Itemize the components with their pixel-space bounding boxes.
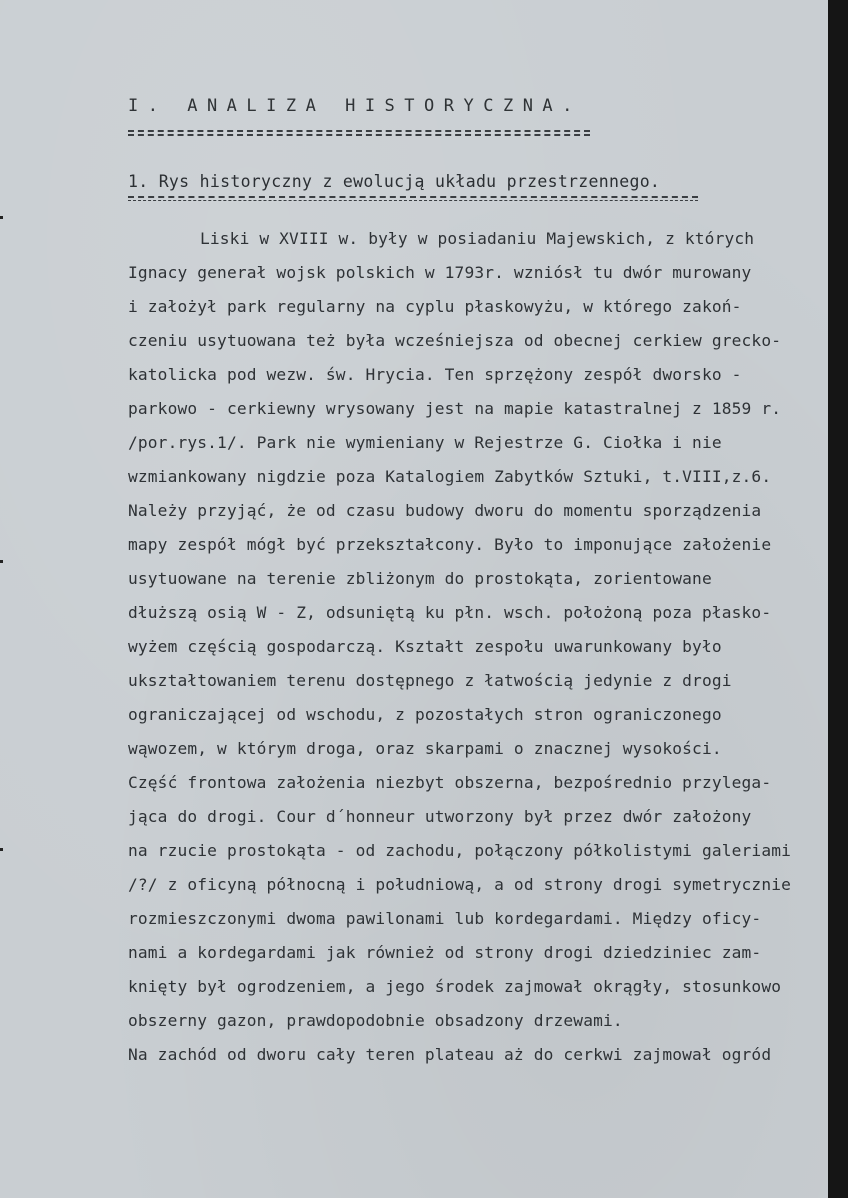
text-line: dłuższą osią W - Z, odsuniętą ku płn. wsch. położoną poza płasko-: [128, 603, 772, 622]
text-line: Ignacy generał wojsk polskich w 1793r. wzniósł tu dwór murowany: [128, 263, 752, 282]
subheading-underline: [128, 196, 698, 198]
text-line: Liski w XVIII w. były w posiadaniu Majewskich, z których: [200, 229, 755, 248]
text-line: knięty był ogrodzeniem, a jego środek zajmował okrągły, stosunkowo: [128, 977, 782, 996]
text-line: /?/ z oficyną północną i południową, a od strony drogi symetrycznie: [128, 875, 792, 894]
text-line: /por.rys.1/. Park nie wymieniany w Rejestrze G. Ciołka i nie: [128, 433, 722, 452]
text-line: czeniu usytuowana też była wcześniejsza od obecnej cerkiew grecko-: [128, 331, 782, 350]
text-line: mapy zespół mógł być przekształcony. Było to imponujące założenie: [128, 535, 772, 554]
text-line: usytuowane na terenie zbliżonym do prostokąta, zorientowane: [128, 569, 712, 588]
section-heading: I. ANALIZA HISTORYCZNA.: [128, 96, 582, 116]
text-line: nami a kordegardami jak również od strony drogi dziedziniec zam-: [128, 943, 762, 962]
margin-mark: [0, 560, 3, 563]
margin-mark: [0, 848, 3, 851]
text-line: Należy przyjąć, że od czasu budowy dworu do momentu sporządzenia: [128, 501, 762, 520]
text-line: rozmieszczonymi dwoma pawilonami lub kordegardami. Między oficy-: [128, 909, 762, 928]
text-line: obszerny gazon, prawdopodobnie obsadzony drzewami.: [128, 1011, 623, 1030]
scan-edge: [828, 0, 848, 1198]
text-line: parkowo - cerkiewny wrysowany jest na mapie katastralnej z 1859 r.: [128, 399, 782, 418]
text-line: wzmiankowany nigdzie poza Katalogiem Zabytków Sztuki, t.VIII,z.6.: [128, 467, 772, 486]
text-line: jąca do drogi. Cour d´honneur utworzony był przez dwór założony: [128, 807, 752, 826]
text-line: wyżem częścią gospodarczą. Kształt zespołu uwarunkowany było: [128, 637, 722, 656]
text-line: i założył park regularny na cyplu płaskowyżu, w którego zakoń-: [128, 297, 742, 316]
text-line: wąwozem, w którym droga, oraz skarpami o znacznej wysokości.: [128, 739, 722, 758]
subsection-heading: 1. Rys historyczny z ewolucją układu przestrzennego.: [128, 172, 661, 191]
text-line: na rzucie prostokąta - od zachodu, połączony półkolistymi galeriami: [128, 841, 792, 860]
text-line: ograniczającej od wschodu, z pozostałych stron ograniczonego: [128, 705, 722, 724]
subheading-underline-second: [128, 200, 698, 201]
text-line: Część frontowa założenia niezbyt obszerna, bezpośrednio przylega-: [128, 773, 772, 792]
heading-underline-second: [128, 134, 590, 136]
text-line: ukształtowaniem terenu dostępnego z łatwością jedynie z drogi: [128, 671, 732, 690]
heading-underline: [128, 130, 590, 132]
margin-mark: [0, 216, 3, 219]
text-line: Na zachód od dworu cały teren plateau aż do cerkwi zajmował ogród: [128, 1045, 772, 1064]
text-line: katolicka pod wezw. św. Hrycia. Ten sprzężony zespół dworsko -: [128, 365, 742, 384]
